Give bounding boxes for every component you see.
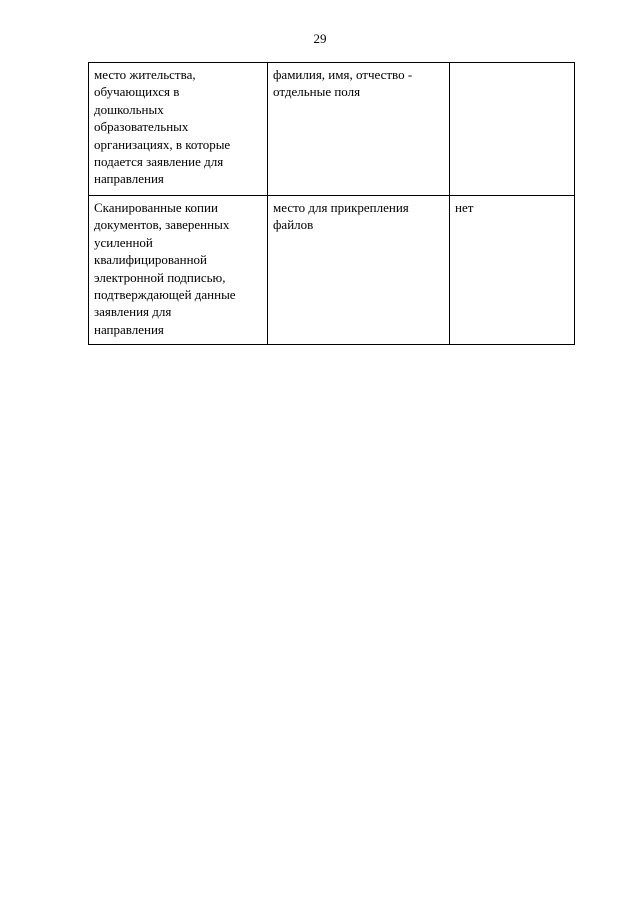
cell-text-line: направления: [94, 171, 164, 187]
table-cell-required: [450, 63, 575, 196]
cell-text-line: место для прикрепления: [273, 200, 409, 215]
cell-text-line: организациях, в которые: [94, 136, 231, 152]
requirements-table: [88, 62, 575, 345]
cell-text-line: Сканированные копии: [94, 200, 218, 215]
cell-text-line: отдельные поля: [273, 84, 361, 100]
page-number: 29: [313, 31, 327, 46]
cell-text-line: образовательных: [94, 119, 189, 135]
cell-text-line: файлов: [273, 217, 314, 233]
cell-text-line: фамилия, имя, отчество -: [273, 67, 413, 82]
table-row: [89, 196, 575, 345]
cell-text-line: электронной подписью,: [94, 269, 226, 285]
cell-text-line: направления: [94, 321, 164, 337]
table-row: [89, 63, 575, 196]
table-cell-required: [450, 196, 575, 345]
cell-text-line: дошкольных: [94, 101, 164, 117]
cell-text-line: заявления для: [94, 304, 172, 320]
table-cell-format: [268, 196, 450, 345]
cell-text-line: подается заявление для: [94, 154, 224, 170]
cell-text-line: обучающихся в: [94, 84, 180, 100]
cell-text-line: нет: [455, 200, 474, 215]
table-cell-format: [268, 63, 450, 196]
cell-text-line: усиленной: [94, 234, 153, 250]
table-cell-field: [89, 196, 268, 345]
cell-text-line: документов, заверенных: [94, 217, 230, 233]
cell-text-line: квалифицированной: [94, 252, 208, 268]
table-cell-field: [89, 63, 268, 196]
cell-text-line: место жительства,: [94, 67, 196, 82]
cell-text-line: подтверждающей данные: [94, 287, 236, 303]
